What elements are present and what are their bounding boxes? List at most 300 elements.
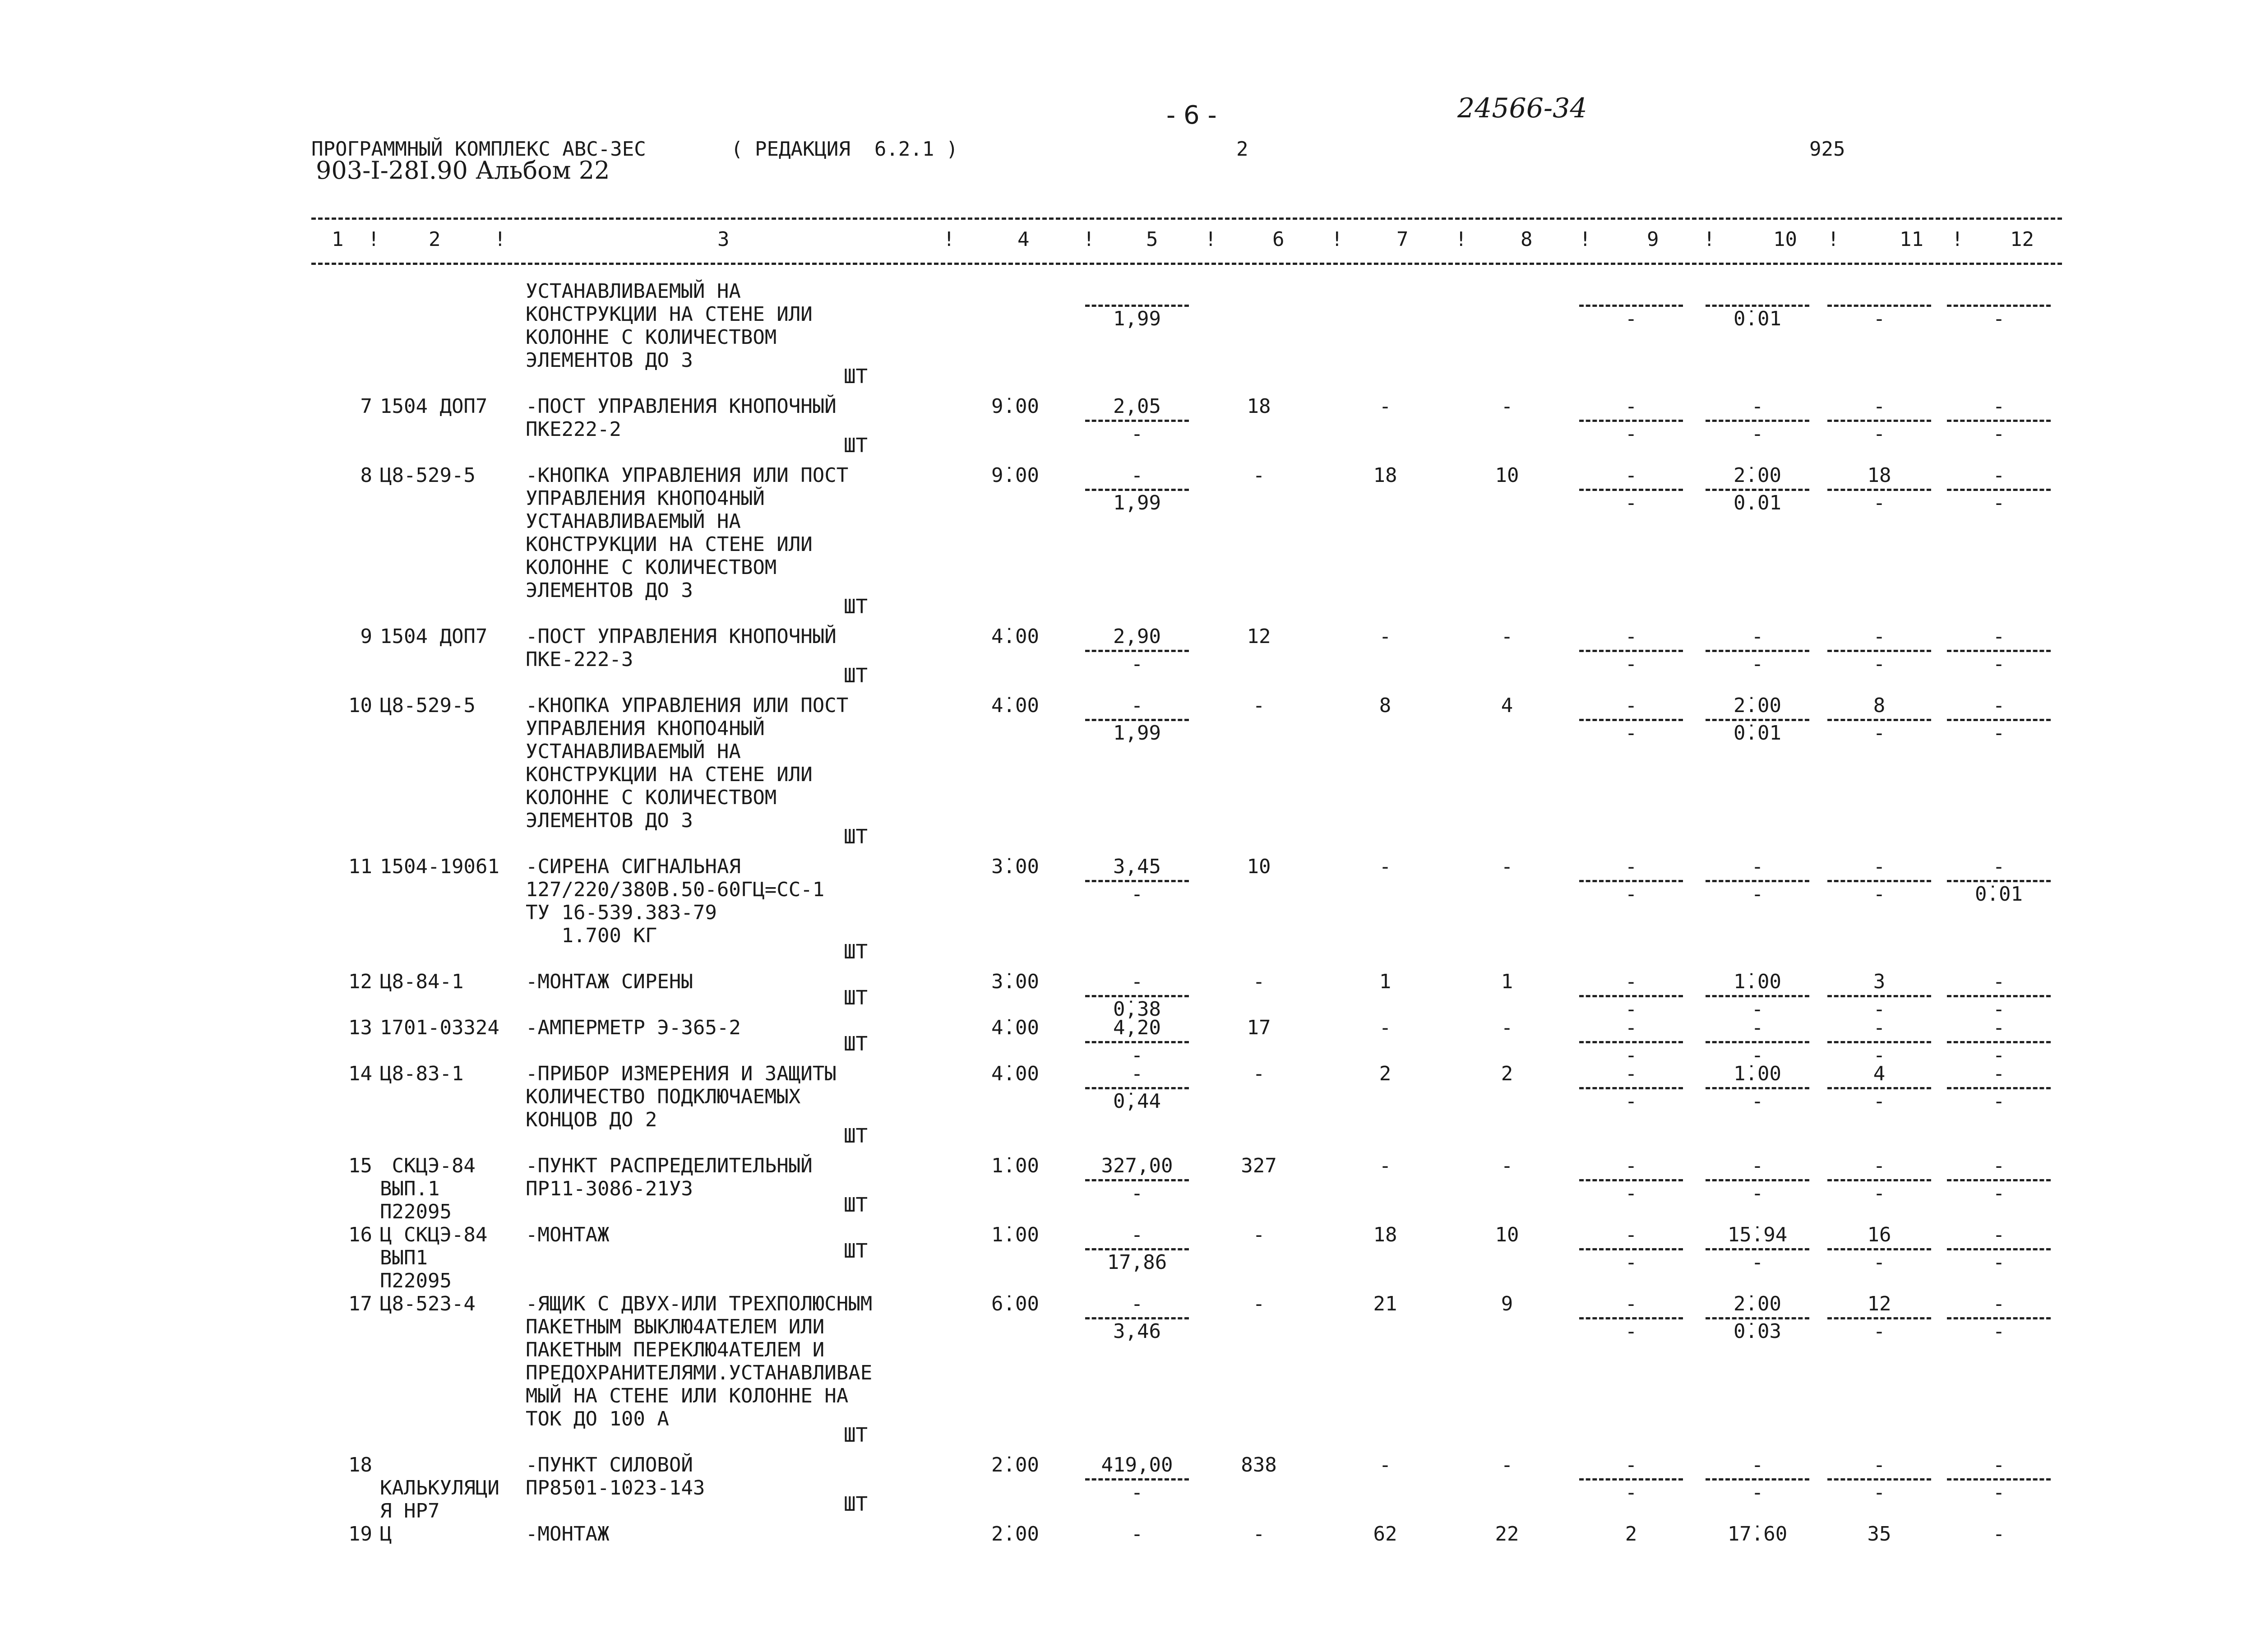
fraction-rule [1827, 1248, 1931, 1250]
value-c5b: 0̇,44 [1113, 1090, 1161, 1113]
value-c10b: - [1751, 883, 1764, 906]
value-c9: - [1625, 970, 1637, 993]
row-code: 1701-03324 [380, 1016, 499, 1039]
value-c10b: 0̇.01 [1734, 307, 1781, 330]
fraction-rule [1085, 1041, 1189, 1043]
value-c5: - [1131, 464, 1143, 487]
value-c8: - [1501, 1016, 1513, 1039]
fraction-rule [1706, 420, 1809, 422]
value-c5b: - [1131, 1044, 1143, 1067]
row-description: КОЛОННЕ С КОЛИЧЕСТВОМ [526, 556, 777, 579]
value-c6: 18 [1247, 395, 1271, 418]
value-c6: - [1253, 694, 1265, 717]
value-c11: 18 [1867, 464, 1891, 487]
fraction-rule [1706, 489, 1809, 491]
fraction-rule [1947, 1317, 2051, 1319]
value-c4: 3̇.00 [991, 970, 1039, 993]
value-c10: 2̇.00 [1734, 694, 1781, 717]
row-unit: ШТ [844, 940, 868, 963]
fraction-rule [1706, 1248, 1809, 1250]
value-c11b: - [1873, 422, 1886, 445]
row-description: ПАКЕТНЫМ ПЕРЕКЛЮ4АТЕЛЕМ И [526, 1338, 825, 1361]
value-c9b: - [1625, 1182, 1637, 1205]
fraction-rule [1947, 1478, 2051, 1481]
value-c11b: - [1873, 1090, 1886, 1113]
value-c11: - [1873, 1016, 1886, 1039]
fraction-rule [1579, 1179, 1683, 1181]
fraction-rule [1947, 1248, 2051, 1250]
value-c5: - [1131, 1292, 1143, 1315]
row-description: ПРЕДОХРАНИТЕЛЯМИ.УСТАНАВЛИВАЕ [526, 1361, 873, 1384]
value-c11b: - [1873, 1044, 1886, 1067]
program-title: ПРОГРАММНЫЙ КОМПЛЕКС АВС-ЗЕС [311, 138, 646, 161]
value-c12b: - [1992, 1090, 2005, 1113]
fraction-rule [1085, 1248, 1189, 1250]
value-c10: 1̇.00 [1734, 970, 1781, 993]
value-c10b: - [1751, 1182, 1764, 1205]
fraction-rule [1947, 650, 2051, 652]
value-c9b: - [1625, 1251, 1637, 1274]
value-c9b: - [1625, 307, 1637, 330]
value-c10: - [1751, 1154, 1764, 1177]
column-header-3: 3 [717, 228, 730, 251]
value-c11: - [1873, 625, 1886, 648]
value-c4: 9̇.00 [991, 395, 1039, 418]
row-code: Ц8-83-1 [380, 1062, 464, 1085]
value-c8: 10 [1495, 464, 1519, 487]
value-c9: - [1625, 855, 1637, 878]
value-c12b: - [1992, 1481, 2005, 1504]
column-header-8: 8 [1521, 228, 1533, 251]
value-c12b: - [1992, 422, 2005, 445]
value-c11b: - [1873, 1182, 1886, 1205]
row-number: 15 [348, 1154, 372, 1177]
row-description: ЭЛЕМЕНТОВ ДО 3 [526, 809, 693, 832]
value-c7: 1 [1379, 970, 1392, 993]
value-c12b: - [1992, 307, 2005, 330]
row-code: 1504 ДОП7 [380, 625, 488, 648]
value-c11b: - [1873, 1320, 1886, 1343]
column-header-7: 7 [1396, 228, 1409, 251]
value-c7: - [1379, 395, 1392, 418]
row-unit: ШТ [844, 1492, 868, 1516]
value-c10: 15̇.94 [1727, 1223, 1788, 1246]
row-description: ПР11-3086-21У3 [526, 1177, 693, 1200]
row-description: ТОК ДО 100 А [526, 1407, 669, 1430]
row-number: 7 [360, 395, 372, 418]
fraction-rule [1827, 1179, 1931, 1181]
fraction-rule [1579, 650, 1683, 652]
row-description: -СИРЕНА СИГНАЛЬНАЯ [526, 855, 741, 878]
value-c10: 17̇.60 [1727, 1522, 1788, 1546]
fraction-rule [1579, 1041, 1683, 1043]
row-description: ТУ 16-539.383-79 [526, 901, 717, 924]
sheet-b: 925 [1809, 138, 1845, 161]
fraction-rule [1947, 1087, 2051, 1089]
value-c4: 4̇.00 [991, 694, 1039, 717]
row-code: СКЦЭ-84 ВЫП.1 П22095 [380, 1154, 476, 1223]
value-c6: 12 [1247, 625, 1271, 648]
value-c12: - [1992, 855, 2005, 878]
row-description: -КНОПКА УПРАВЛЕНИЯ ИЛИ ПОСТ [526, 694, 849, 717]
value-c9: - [1625, 1453, 1637, 1476]
value-c9b: - [1625, 1090, 1637, 1113]
column-header-1: 1 [332, 228, 344, 251]
fraction-rule [1827, 995, 1931, 997]
value-c7: 18 [1373, 1223, 1397, 1246]
value-c5: 327,00 [1101, 1154, 1173, 1177]
column-header-10: 10 [1773, 228, 1797, 251]
fraction-rule [1706, 650, 1809, 652]
value-c9: 2 [1625, 1522, 1637, 1546]
value-c12: - [1992, 625, 2005, 648]
column-header-4: 4 [1017, 228, 1030, 251]
value-c11b: - [1873, 491, 1886, 514]
value-c11b: - [1873, 1251, 1886, 1274]
row-description: ПКЕ222-2 [526, 418, 621, 441]
fraction-rule [1947, 719, 2051, 721]
value-c10: - [1751, 1453, 1764, 1476]
row-description: -АМПЕРМЕТР Э-365-2 [526, 1016, 741, 1039]
fraction-rule [1085, 995, 1189, 997]
value-c10b: 0̇.01 [1734, 722, 1781, 745]
value-c8: 9 [1501, 1292, 1513, 1315]
value-c10: - [1751, 395, 1764, 418]
value-c9b: - [1625, 998, 1637, 1021]
value-c12b: - [1992, 1320, 2005, 1343]
value-c10: 2̇.00 [1734, 464, 1781, 487]
value-c8: 22 [1495, 1522, 1519, 1546]
value-c12b: - [1992, 1044, 2005, 1067]
value-c12: - [1992, 1223, 2005, 1246]
value-c9b: - [1625, 652, 1637, 676]
row-description: УСТАНАВЛИВАЕМЫЙ НА [526, 740, 741, 763]
row-description: ЭЛЕМЕНТОВ ДО 3 [526, 349, 693, 372]
value-c9: - [1625, 1223, 1637, 1246]
value-c9b: - [1625, 1320, 1637, 1343]
value-c12b: - [1992, 722, 2005, 745]
value-c6: - [1253, 1292, 1265, 1315]
value-c11: - [1873, 855, 1886, 878]
row-description: ПКЕ-222-3 [526, 648, 633, 671]
value-c9b: - [1625, 722, 1637, 745]
column-separator: ! [1951, 228, 1964, 251]
row-description: 127/220/380В.50-60ГЦ=СС-1 [526, 878, 825, 901]
fraction-rule [1579, 880, 1683, 882]
row-unit: ШТ [844, 1032, 868, 1055]
value-c10: 2̇.00 [1734, 1292, 1781, 1315]
fraction-rule [1085, 1179, 1189, 1181]
value-c11: - [1873, 1154, 1886, 1177]
value-c6: - [1253, 1522, 1265, 1546]
value-c4: 3̇.00 [991, 855, 1039, 878]
value-c12: - [1992, 694, 2005, 717]
row-code: Ц8-529-5 [380, 694, 476, 717]
value-c6: 838 [1241, 1453, 1277, 1476]
value-c10: - [1751, 625, 1764, 648]
fraction-rule [1579, 1478, 1683, 1481]
value-c4: 2̇.00 [991, 1522, 1039, 1546]
row-number: 8 [360, 464, 372, 487]
page-number: - 6 - [1166, 101, 1217, 130]
column-separator: ! [1331, 228, 1343, 251]
row-description: ПР8501-1023-143 [526, 1476, 705, 1499]
row-number: 18 [348, 1453, 372, 1476]
value-c4: 1̇.00 [991, 1223, 1039, 1246]
row-description: -КНОПКА УПРАВЛЕНИЯ ИЛИ ПОСТ [526, 464, 849, 487]
value-c4: 4̇.00 [991, 1016, 1039, 1039]
fraction-rule [1706, 880, 1809, 882]
value-c9: - [1625, 1292, 1637, 1315]
value-c11b: - [1873, 652, 1886, 676]
value-c5b: - [1131, 883, 1143, 906]
value-c10b: - [1751, 422, 1764, 445]
value-c4: 2̇.00 [991, 1453, 1039, 1476]
value-c4: 4̇.00 [991, 625, 1039, 648]
value-c10b: - [1751, 1251, 1764, 1274]
value-c12b: - [1992, 652, 2005, 676]
value-c5b: 0̇,38 [1113, 998, 1161, 1021]
row-unit: ШТ [844, 595, 868, 618]
value-c9b: - [1625, 1044, 1637, 1067]
value-c11b: - [1873, 722, 1886, 745]
row-unit: ШТ [844, 434, 868, 457]
value-c12: - [1992, 1154, 2005, 1177]
row-description: -ПОСТ УПРАВЛЕНИЯ КНОПОЧНЫЙ [526, 625, 837, 648]
row-unit: ШТ [844, 365, 868, 388]
fraction-rule [1706, 995, 1809, 997]
value-c9: - [1625, 395, 1637, 418]
row-description: ЭЛЕМЕНТОВ ДО 3 [526, 579, 693, 602]
value-c12: - [1992, 1522, 2005, 1546]
value-c6: 10 [1247, 855, 1271, 878]
value-c11: 3 [1873, 970, 1886, 993]
value-c8: - [1501, 625, 1513, 648]
fraction-rule [1706, 1179, 1809, 1181]
value-c9: - [1625, 1016, 1637, 1039]
value-c8: 2 [1501, 1062, 1513, 1085]
value-c9: - [1625, 1154, 1637, 1177]
row-unit: ШТ [844, 1193, 868, 1217]
column-separator: ! [1579, 228, 1591, 251]
value-c11: 12 [1867, 1292, 1891, 1315]
column-separator: ! [1827, 228, 1840, 251]
header-rule-bottom [311, 263, 2062, 265]
value-c7: 2 [1379, 1062, 1392, 1085]
value-c5: - [1131, 970, 1143, 993]
fraction-rule [1947, 305, 2051, 307]
value-c7: - [1379, 1453, 1392, 1476]
value-c11: - [1873, 395, 1886, 418]
value-c6: - [1253, 970, 1265, 993]
fraction-rule [1085, 1087, 1189, 1089]
row-description: -ЯЩИК С ДВУХ-ИЛИ ТРЕХПОЛЮСНЫМ [526, 1292, 873, 1315]
value-c9: - [1625, 625, 1637, 648]
value-c11: 4 [1873, 1062, 1886, 1085]
fraction-rule [1706, 1478, 1809, 1481]
value-c8: - [1501, 855, 1513, 878]
column-header-5: 5 [1146, 228, 1158, 251]
value-c12: - [1992, 970, 2005, 993]
value-c11: 35 [1867, 1522, 1891, 1546]
value-c12: - [1992, 395, 2005, 418]
value-c11b: - [1873, 998, 1886, 1021]
fraction-rule [1085, 489, 1189, 491]
column-separator: ! [1083, 228, 1095, 251]
row-description: -ПУНКТ СИЛОВОЙ [526, 1453, 693, 1476]
fraction-rule [1827, 1317, 1931, 1319]
value-c11: 16 [1867, 1223, 1891, 1246]
fraction-rule [1947, 489, 2051, 491]
sheet-a: 2 [1236, 138, 1248, 161]
row-description: КОЛИЧЕСТВО ПОДКЛЮЧАЕМЫХ [526, 1085, 801, 1108]
row-description: 1.700 КГ [526, 924, 657, 947]
row-unit: ШТ [844, 1423, 868, 1447]
album-label: 903-I-28I.90 Альбом 22 [316, 156, 610, 185]
value-c5b: - [1131, 1481, 1143, 1504]
value-c5b: - [1131, 652, 1143, 676]
column-separator: ! [368, 228, 380, 251]
value-c6: - [1253, 464, 1265, 487]
value-c5b: 3,46 [1113, 1320, 1161, 1343]
row-description: -ПУНКТ РАСПРЕДЕЛИТЕЛЬНЫЙ [526, 1154, 813, 1177]
row-number: 16 [348, 1223, 372, 1246]
value-c5: 3,45 [1113, 855, 1161, 878]
value-c12b: - [1992, 1182, 2005, 1205]
fraction-rule [1085, 719, 1189, 721]
value-c5: 4,20 [1113, 1016, 1161, 1039]
value-c7: 21 [1373, 1292, 1397, 1315]
row-description: МЫЙ НА СТЕНЕ ИЛИ КОЛОННЕ НА [526, 1384, 849, 1407]
row-description: УПРАВЛЕНИЯ КНОПО4НЫЙ [526, 487, 765, 510]
column-separator: ! [943, 228, 955, 251]
value-c12b: - [1992, 998, 2005, 1021]
value-c10: 1̇.00 [1734, 1062, 1781, 1085]
value-c10b: - [1751, 1481, 1764, 1504]
row-code: 1504-19061 [380, 855, 499, 878]
value-c6: 327 [1241, 1154, 1277, 1177]
row-number: 17 [348, 1292, 372, 1315]
value-c6: - [1253, 1062, 1265, 1085]
value-c5: 419,00 [1101, 1453, 1173, 1476]
row-code: КАЛЬКУЛЯЦИ Я НР7 [380, 1476, 499, 1522]
value-c4: 4̇.00 [991, 1062, 1039, 1085]
value-c6: - [1253, 1223, 1265, 1246]
edition: ( РЕДАКЦИЯ 6.2.1 ) [731, 138, 958, 161]
column-separator: ! [1455, 228, 1467, 251]
row-description: -МОНТАЖ СИРЕНЫ [526, 970, 693, 993]
value-c12: - [1992, 1062, 2005, 1085]
value-c5b: 1,99 [1113, 307, 1161, 330]
row-description: КОЛОННЕ С КОЛИЧЕСТВОМ [526, 786, 777, 809]
row-description: УСТАНАВЛИВАЕМЫЙ НА [526, 510, 741, 533]
fraction-rule [1827, 489, 1931, 491]
row-code: Ц СКЦЭ-84 ВЫП1 П22095 [380, 1223, 488, 1292]
value-c12b: - [1992, 491, 2005, 514]
value-c11: - [1873, 1453, 1886, 1476]
row-number: 9 [360, 625, 372, 648]
column-header-6: 6 [1272, 228, 1285, 251]
row-description: КОЛОННЕ С КОЛИЧЕСТВОМ [526, 326, 777, 349]
row-description: КОНСТРУКЦИИ НА СТЕНЕ ИЛИ [526, 763, 813, 786]
value-c5b: - [1131, 422, 1143, 445]
fraction-rule [1827, 1478, 1931, 1481]
value-c11: 8 [1873, 694, 1886, 717]
value-c7: - [1379, 855, 1392, 878]
fraction-rule [1706, 1041, 1809, 1043]
value-c7: - [1379, 1016, 1392, 1039]
value-c11b: - [1873, 307, 1886, 330]
fraction-rule [1579, 489, 1683, 491]
value-c10: - [1751, 1016, 1764, 1039]
value-c5b: - [1131, 1182, 1143, 1205]
row-unit: ШТ [844, 986, 868, 1009]
column-header-11: 11 [1900, 228, 1923, 251]
value-c12b: - [1992, 1251, 2005, 1274]
column-separator: ! [494, 228, 506, 251]
fraction-rule [1579, 420, 1683, 422]
row-unit: ШТ [844, 664, 868, 687]
fraction-rule [1085, 305, 1189, 307]
row-code: Ц8-84-1 [380, 970, 464, 993]
value-c10b: 0̇.03 [1734, 1320, 1781, 1343]
value-c5b: 17,86 [1107, 1251, 1167, 1274]
value-c5: - [1131, 694, 1143, 717]
value-c6: 17 [1247, 1016, 1271, 1039]
fraction-rule [1947, 880, 2051, 882]
value-c7: - [1379, 625, 1392, 648]
value-c4: 1̇.00 [991, 1154, 1039, 1177]
fraction-rule [1579, 1248, 1683, 1250]
value-c5b: 1,99 [1113, 491, 1161, 514]
row-code: 1504 ДОП7 [380, 395, 488, 418]
value-c12b: 0̇.01 [1975, 883, 2023, 906]
column-header-2: 2 [429, 228, 441, 251]
value-c8: 1 [1501, 970, 1513, 993]
value-c11b: - [1873, 883, 1886, 906]
row-description: КОНЦОВ ДО 2 [526, 1108, 657, 1131]
value-c5: - [1131, 1522, 1143, 1546]
fraction-rule [1579, 305, 1683, 307]
fraction-rule [1085, 650, 1189, 652]
fraction-rule [1947, 1041, 2051, 1043]
row-unit: ШТ [844, 1239, 868, 1263]
row-code: Ц8-523-4 [380, 1292, 476, 1315]
value-c9: - [1625, 464, 1637, 487]
value-c5: 2,90 [1113, 625, 1161, 648]
row-number: 14 [348, 1062, 372, 1085]
row-code: Ц [380, 1522, 392, 1546]
value-c10b: - [1751, 652, 1764, 676]
value-c5b: 1,99 [1113, 722, 1161, 745]
value-c12: - [1992, 1292, 2005, 1315]
fraction-rule [1706, 1317, 1809, 1319]
column-separator: ! [1703, 228, 1715, 251]
value-c11b: - [1873, 1481, 1886, 1504]
fraction-rule [1827, 880, 1931, 882]
row-number: 12 [348, 970, 372, 993]
value-c4: 9̇.00 [991, 464, 1039, 487]
value-c8: 10 [1495, 1223, 1519, 1246]
column-separator: ! [1205, 228, 1217, 251]
fraction-rule [1947, 1179, 2051, 1181]
value-c10b: - [1751, 1090, 1764, 1113]
value-c12: - [1992, 1016, 2005, 1039]
value-c5: 2,05 [1113, 395, 1161, 418]
row-description: -МОНТАЖ [526, 1522, 610, 1546]
fraction-rule [1085, 420, 1189, 422]
value-c10b: - [1751, 998, 1764, 1021]
